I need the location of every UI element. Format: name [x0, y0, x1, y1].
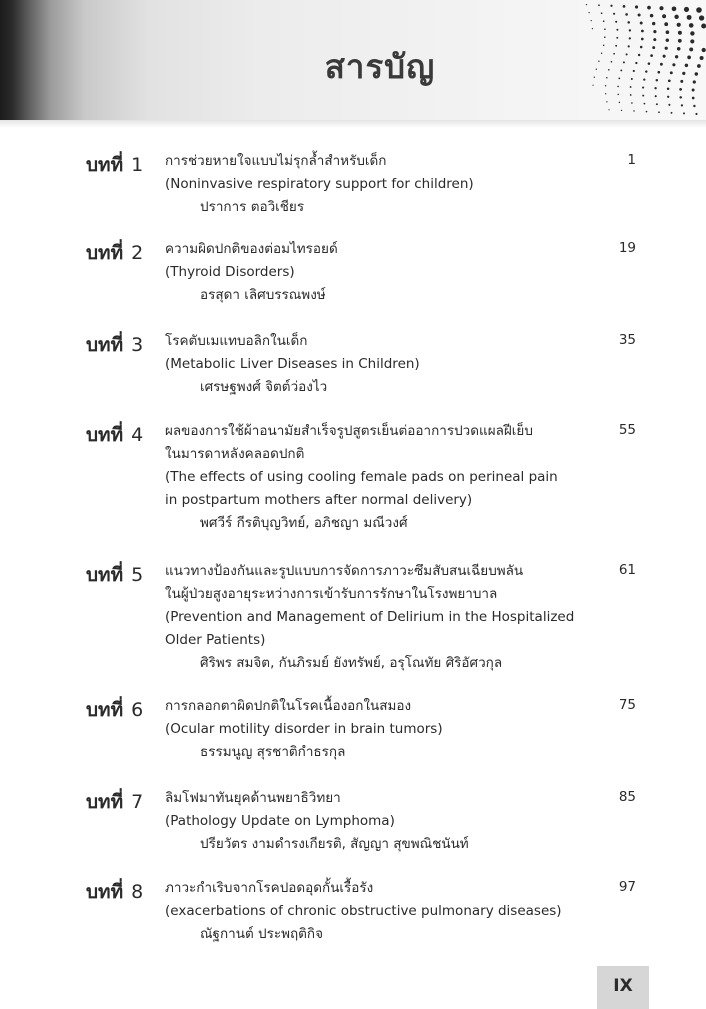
halftone-dot — [650, 14, 654, 18]
chapter-authors: ปราการ ตอวิเชียร — [200, 199, 305, 215]
halftone-dot — [693, 105, 695, 107]
chapter-label — [86, 787, 143, 817]
halftone-dot — [621, 110, 622, 111]
chapter-number: 3 — [131, 334, 144, 356]
halftone-dot — [684, 7, 689, 12]
page-title: สารบัญ — [324, 47, 436, 86]
halftone-dot — [601, 12, 603, 14]
halftone-dot — [677, 23, 681, 27]
chapter-title-line: (Pathology Update on Lymphoma) — [165, 813, 395, 829]
halftone-dot — [689, 23, 694, 28]
chapter-title-line: ความผิดปกติของต่อมไทรอยด์ — [165, 241, 338, 257]
chapter-page-number: 61 — [618, 562, 636, 578]
halftone-dot — [623, 5, 626, 8]
chapter-title-line: (Thyroid Disorders) — [165, 264, 295, 280]
halftone-dot — [627, 21, 630, 24]
chapter-label — [86, 695, 143, 725]
chapter-word: บทที่ — [86, 881, 124, 903]
halftone-dot — [666, 30, 670, 34]
halftone-dot — [674, 15, 678, 19]
chapter-page-number: 35 — [618, 332, 636, 348]
halftone-dot — [652, 22, 655, 25]
chapter-number: 8 — [131, 881, 144, 903]
halftone-dot — [604, 28, 606, 30]
chapter-label — [86, 560, 143, 590]
chapter-page-number: 85 — [618, 789, 636, 805]
halftone-dot — [687, 15, 692, 20]
halftone-dot — [655, 95, 657, 97]
halftone-dot — [619, 102, 620, 103]
chapter-title-line: (Metabolic Liver Diseases in Children) — [165, 356, 420, 372]
chapter-title-line: การช่วยหายใจแบบไม่รุกล้ำสำหรับเด็ก — [165, 153, 387, 169]
chapter-number: 2 — [131, 242, 144, 264]
chapter-number: 4 — [131, 424, 144, 446]
halftone-dot — [633, 110, 634, 111]
chapter-title-line: ในมารดาหลังคลอดปกติ — [165, 446, 305, 462]
chapter-label — [86, 420, 143, 450]
page-number-box — [597, 966, 649, 1009]
chapter-authors: ณัฐกานต์ ประพฤติกิจ — [200, 926, 324, 942]
halftone-dot — [662, 14, 666, 18]
chapter-word: บทที่ — [86, 242, 124, 264]
halftone-dot — [671, 112, 673, 114]
chapter-title-line: Older Patients) — [165, 632, 266, 648]
halftone-dot — [586, 4, 587, 5]
halftone-dot — [606, 101, 607, 102]
halftone-dot — [659, 6, 663, 10]
chapter-title-line: โรคตับเมแทบอลิกในเด็ก — [165, 333, 308, 349]
halftone-dot — [692, 97, 695, 100]
halftone-dot — [646, 111, 648, 113]
halftone-dot — [616, 29, 618, 31]
chapter-title-line: การกลอกตาผิดปกติในโรคเนื้องอกในสมอง — [165, 698, 412, 714]
chapter-title-line: แนวทางป้องกันและรูปแบบการจัดการภาวะซึมสับสนเฉียบพลัน — [165, 563, 524, 579]
chapter-authors: พศวีร์ กีรติบุญวิทย์, อภิชญา มณีวงศ์ — [200, 515, 408, 531]
halftone-dot — [588, 12, 589, 13]
halftone-dot — [598, 4, 600, 6]
chapter-authors: ธรรมนูญ สุรชาติกำธรกุล — [200, 744, 346, 760]
halftone-dot — [617, 94, 619, 96]
chapter-number: 1 — [131, 154, 144, 176]
page-number: IX — [613, 976, 633, 996]
chapter-title-line: ผลของการใช้ผ้าอนามัยสำเร็จรูปสูตรเย็นต่ออาการปวดแผลฝีเย็บ — [165, 423, 533, 439]
chapter-title-line: (Prevention and Management of Delirium in the Hospitalized — [165, 609, 575, 625]
halftone-dot — [625, 13, 628, 16]
chapter-authors: ปรียวัตร งามดำรงเกียรติ, สัญญา สุขพณิชนันท์ — [200, 836, 469, 852]
halftone-dot — [699, 15, 704, 20]
halftone-dot — [690, 31, 694, 35]
chapter-page-number: 1 — [627, 152, 636, 168]
halftone-dot — [630, 94, 632, 96]
halftone-dot — [681, 104, 683, 106]
halftone-dot — [644, 103, 646, 105]
chapter-title-line: (Noninvasive respiratory support for children) — [165, 176, 474, 192]
chapter-label — [86, 330, 143, 360]
halftone-dot — [664, 22, 668, 26]
chapter-title-line: ลิมโฟมาทันยุคด้านพยาธิวิทยา — [165, 790, 341, 806]
halftone-dot — [668, 104, 670, 106]
chapter-word: บทที่ — [86, 791, 124, 813]
halftone-dot — [656, 103, 658, 105]
chapter-title-line: in postpartum mothers after normal delivery) — [165, 492, 473, 508]
chapter-word: บทที่ — [86, 334, 124, 356]
chapter-title-line: (Ocular motility disorder in brain tumors) — [165, 721, 443, 737]
halftone-dot — [608, 109, 609, 110]
chapter-title-line: (The effects of using cooling female pads on perineal pain — [165, 469, 558, 485]
chapter-authors: เศรษฐพงศ์ จิตต์ว่องไว — [200, 379, 328, 395]
chapter-title-line: ในผู้ป่วยสูงอายุระหว่างการเข้ารับการรักษาในโรงพยาบาล — [165, 586, 498, 602]
chapter-number: 6 — [131, 699, 144, 721]
halftone-dot — [667, 96, 669, 98]
halftone-dot — [615, 21, 617, 23]
chapter-title-line: ภาวะกำเริบจากโรคปอดอุดกั้นเรื้อรัง — [165, 880, 374, 896]
chapter-word: บทที่ — [86, 564, 124, 586]
halftone-dot — [672, 6, 677, 11]
halftone-dot — [591, 20, 592, 21]
chapter-number: 7 — [131, 791, 144, 813]
halftone-dot — [635, 5, 638, 8]
halftone-dot — [679, 96, 681, 98]
chapter-label — [86, 150, 143, 180]
halftone-dot — [638, 13, 641, 16]
chapter-word: บทที่ — [86, 424, 124, 446]
chapter-authors: ศิริพร สมจิต, กันภิรมย์ ยังทรัพย์, อรุโณทัย ศิริอัศวกุล — [200, 655, 503, 671]
halftone-dot — [610, 5, 612, 7]
halftone-dot — [653, 30, 656, 33]
halftone-dot — [641, 30, 644, 33]
halftone-dot — [658, 111, 660, 113]
halftone-dot — [701, 23, 706, 28]
halftone-dot — [696, 7, 702, 13]
halftone-dot — [647, 6, 651, 10]
chapter-word: บทที่ — [86, 154, 124, 176]
halftone-dot — [616, 37, 618, 39]
halftone-dot — [678, 31, 682, 35]
halftone-dot — [613, 13, 615, 15]
chapter-label — [86, 238, 143, 268]
chapter-authors: อรสุดา เลิศบรรณพงษ์ — [200, 287, 326, 303]
halftone-dot — [631, 102, 633, 104]
halftone-dot — [640, 22, 643, 25]
chapter-page-number: 55 — [618, 422, 636, 438]
chapter-page-number: 75 — [618, 697, 636, 713]
halftone-dot — [604, 36, 606, 38]
halftone-dot — [603, 20, 605, 22]
halftone-dot — [605, 93, 606, 94]
chapter-title-line: (exacerbations of chronic obstructive pulmonary diseases) — [165, 903, 562, 919]
halftone-dot — [592, 28, 593, 29]
chapter-page-number: 19 — [618, 240, 636, 256]
halftone-dot — [642, 95, 644, 97]
halftone-dot — [695, 113, 697, 115]
chapter-number: 5 — [131, 564, 144, 586]
halftone-dot — [629, 29, 631, 31]
chapter-label — [86, 877, 143, 907]
chapter-word: บทที่ — [86, 699, 124, 721]
header-shadow — [0, 120, 706, 128]
halftone-dot — [683, 112, 685, 114]
chapter-page-number: 97 — [618, 879, 636, 895]
